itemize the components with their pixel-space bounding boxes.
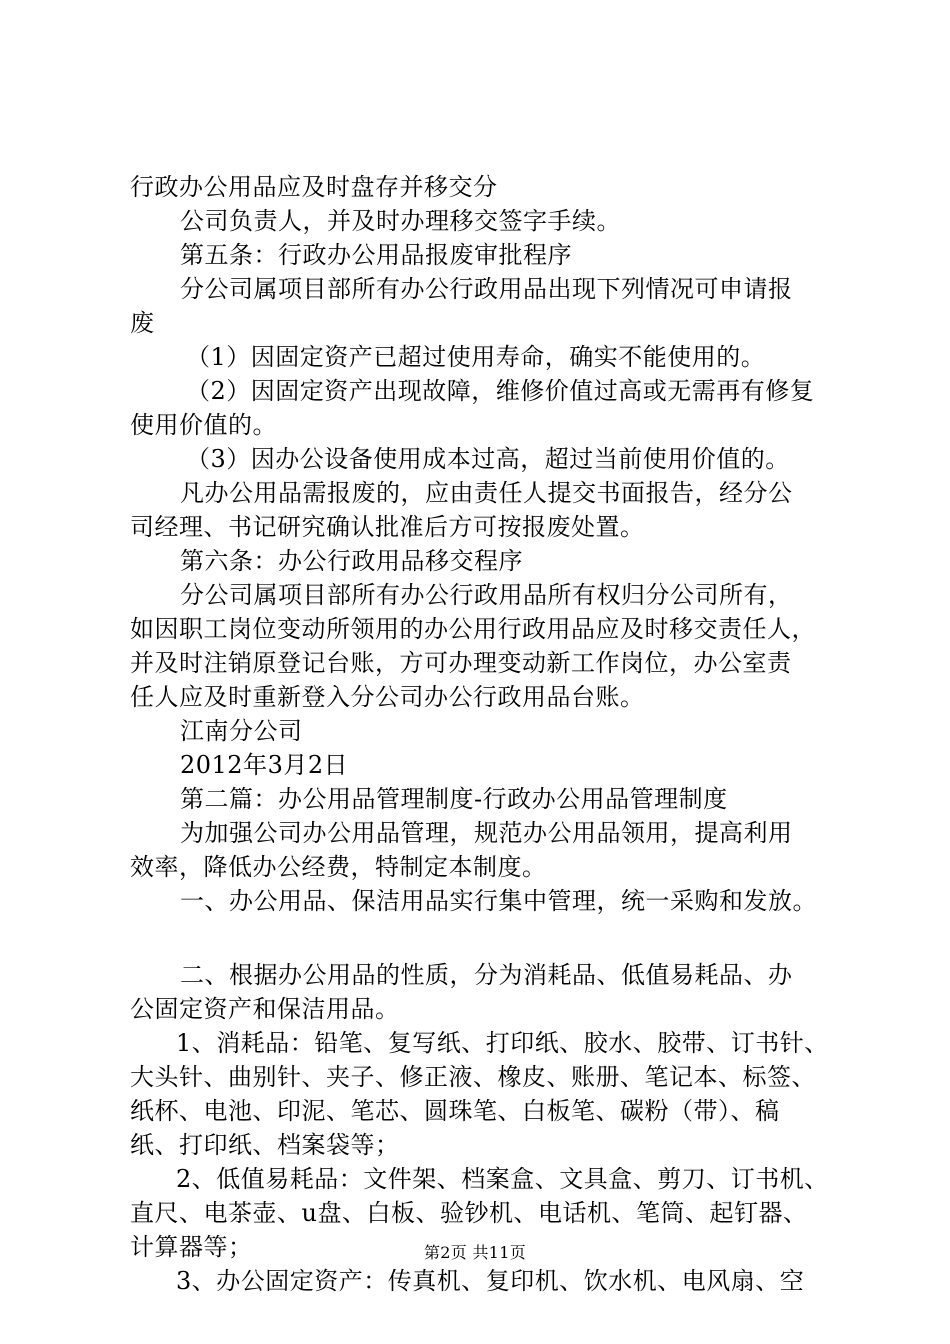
text-line: 纸杯、电池、印泥、笔芯、圆珠笔、白板笔、碳粉（带）、稿 [130, 1097, 780, 1125]
signature-company: 江南分公司 [180, 717, 303, 745]
list-item: 2、低值易耗品：文件架、档案盒、文具盒、剪刀、订书机、 [176, 1165, 829, 1193]
list-item: （3）因办公设备使用成本过高，超过当前使用价值的。 [186, 445, 790, 473]
list-item: （1）因固定资产已超过使用寿命，确实不能使用的。 [186, 343, 766, 371]
text-line: 直尺、电茶壶、u盘、白板、验钞机、电话机、笔筒、起钉器、 [130, 1199, 808, 1227]
page-footer: 第2页 共11页 [423, 1243, 527, 1262]
signature-date: 2012年3月2日 [180, 751, 349, 779]
text-line: 二、根据办公用品的性质，分为消耗品、低值易耗品、办 [180, 961, 793, 989]
text-line: 大头针、曲别针、夹子、修正液、橡皮、账册、笔记本、标签、 [130, 1063, 816, 1091]
text-line: 效率，降低办公经费，特制定本制度。 [130, 853, 547, 881]
text-line: 并及时注销原登记台账，方可办理变动新工作岗位，办公室责 [130, 649, 792, 677]
paragraph-gap [130, 918, 842, 958]
text-line: 任人应及时重新登入分公司办公行政用品台账。 [130, 683, 645, 711]
text-line: 行政办公用品应及时盘存并移交分 [130, 173, 498, 201]
text-line: 公固定资产和保洁用品。 [130, 995, 400, 1023]
text-line: 如因职工岗位变动所领用的办公用行政用品应及时移交责任人， [130, 615, 816, 643]
list-item: 1、消耗品：铅笔、复写纸、打印纸、胶水、胶带、订书针、 [176, 1029, 829, 1057]
section-heading: 第五条：行政办公用品报废审批程序 [180, 241, 572, 269]
text-line: 为加强公司办公用品管理，规范办公用品领用，提高利用 [180, 819, 793, 847]
text-line: 凡办公用品需报废的，应由责任人提交书面报告，经分公 [180, 479, 793, 507]
document-body [130, 170, 842, 1298]
section-heading: 第二篇：办公用品管理制度-行政办公用品管理制度 [180, 785, 728, 813]
section-heading: 第六条：办公行政用品移交程序 [180, 547, 523, 575]
text-line: 计算器等； [130, 1233, 253, 1261]
list-item: 3、办公固定资产：传真机、复印机、饮水机、电风扇、空 [176, 1267, 805, 1295]
text-line: 使用价值的。 [130, 411, 277, 439]
list-item: （2）因固定资产出现故障，维修价值过高或无需再有修复 [186, 377, 815, 405]
text-line: 公司负责人，并及时办理移交签字手续。 [180, 207, 621, 235]
text-line: 分公司属项目部所有办公行政用品所有权归分公司所有， [180, 581, 793, 609]
text-line: 纸、打印纸、档案袋等； [130, 1131, 400, 1159]
text-line: 司经理、书记研究确认批准后方可按报废处置。 [130, 513, 645, 541]
text-line: 废 [130, 309, 155, 337]
text-line: 分公司属项目部所有办公行政用品出现下列情况可申请报 [180, 275, 793, 303]
text-line: 一、办公用品、保洁用品实行集中管理，统一采购和发放。 [180, 887, 817, 915]
